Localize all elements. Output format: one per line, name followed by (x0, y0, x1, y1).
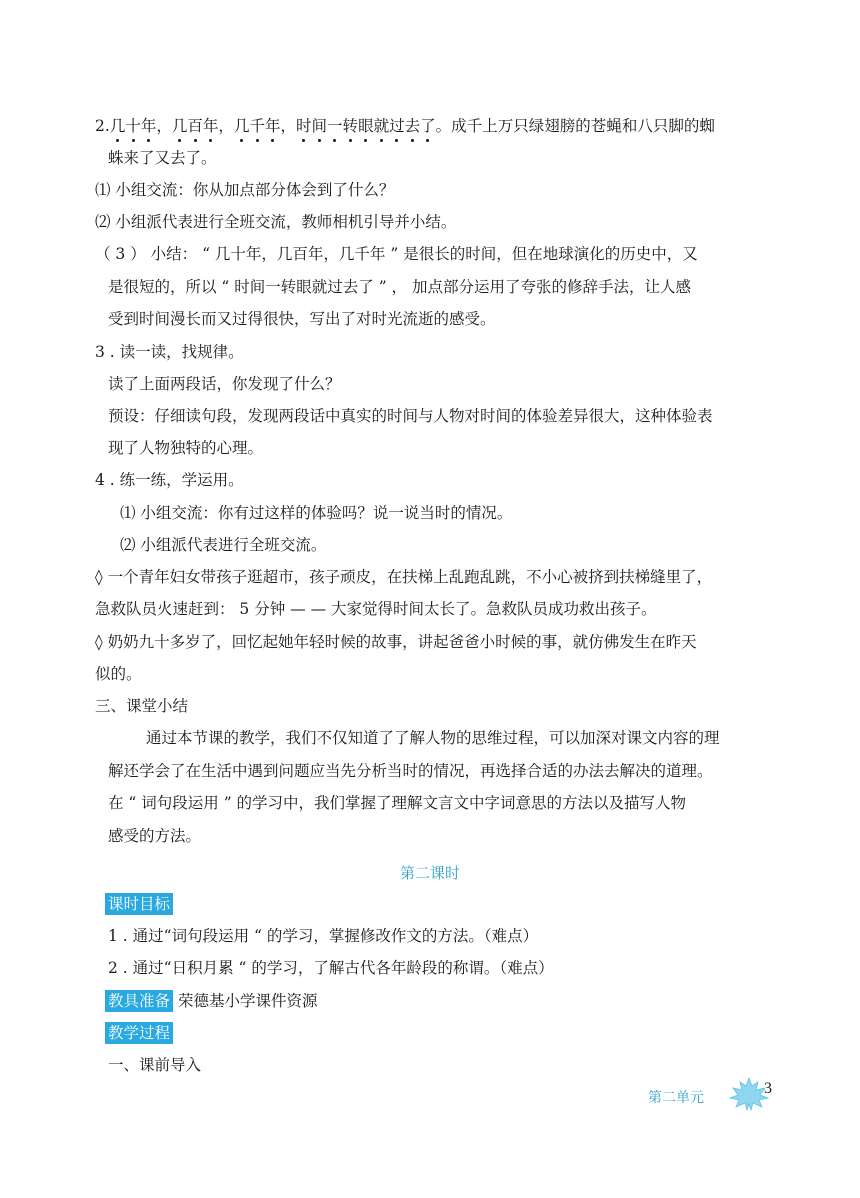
process-tag: 教学过程 (105, 1022, 173, 1044)
paragraph-line: 预设：仔细读句段，发现两段话中真实的时间与人物对时间的体验差异很大，这种体验表 (108, 407, 713, 425)
paragraph-line: 现了人物独特的心理。 (108, 439, 264, 457)
page-number: 3 (764, 1080, 772, 1097)
example-line: 似的。 (95, 665, 142, 683)
emphasis-char: 百 (187, 117, 203, 135)
example-line: ◊ 奶奶九十多岁了，回忆起她年轻时候的故事，讲起爸爸小时候的事，就仿佛发生在昨天 (95, 633, 697, 651)
emphasis-char: 去 (404, 117, 421, 135)
emphasis-char: 就 (373, 117, 390, 135)
emphasis-char: 十 (125, 117, 141, 135)
emphasis-char: 眼 (358, 117, 374, 135)
summary-line: 通过本节课的教学，我们不仅知道了了解人物的思维过程，可以加深对课文内容的理 (146, 729, 720, 747)
emphasis-char: 年 (202, 117, 219, 135)
tools-tag: 教具准备 (105, 990, 173, 1012)
summary-line: 在 “ 词句段运用 ” 的学习中，我们掌握了理解文言文中字词意思的方法以及描写人物 (108, 794, 687, 812)
emphasis-char: 一 (327, 117, 343, 135)
emphasis-char: 几 (233, 117, 250, 135)
goal-item: 1 . 通过“词句段运用 “ 的学习，掌握修改作文的方法。（难点） (108, 927, 539, 945)
section-heading: 三、课堂小结 (95, 697, 189, 715)
goal-item: 2 . 通过“日积月累 “ 的学习，了解古代各年龄段的称谓。（难点） (108, 959, 554, 977)
paragraph-line: 2.几十年，几百年，几千年，时间一转眼就过去了。成千上万只绿翅膀的苍蝇和八只脚的蜘 (95, 117, 715, 135)
goals-tag: 课时目标 (105, 893, 173, 915)
summary-line: 感受的方法。 (108, 827, 202, 845)
list-item: ⑴ 小组交流：你有过这样的体验吗？说一说当时的情况。 (120, 504, 513, 522)
emphasis-char: 几 (109, 117, 126, 135)
step-heading: 4 . 练一练，学运用。 (95, 471, 244, 489)
lesson-title: 第二课时 (399, 864, 460, 882)
example-line: ◊ 一个青年妇女带孩子逛超市，孩子顽皮，在扶梯上乱跑乱跳，不小心被挤到扶梯缝里了， (95, 568, 713, 586)
footer-unit: 第二单元 (648, 1090, 704, 1106)
emphasis-char: 间 (311, 117, 328, 135)
paragraph-line: 读了上面两段话，你发现了什么？ (108, 375, 341, 393)
emphasis-char: 转 (342, 117, 359, 135)
paragraph-line: 受到时间漫长而又过得很快，写出了对时光流逝的感受。 (108, 310, 496, 328)
intro-heading: 一、课前导入 (108, 1056, 202, 1074)
example-line: 急救队员火速赶到： 5 分钟 — — 大家觉得时间太长了。急救队员成功救出孩子。 (95, 600, 657, 618)
list-item: ⑵ 小组派代表进行全班交流。 (120, 536, 327, 554)
paragraph-line: 是很短的，所以 “ 时间一转眼就过去了 ” ， 加点部分运用了夸张的修辞手法，让人感 (108, 278, 691, 296)
paragraph-line: 蛛来了又去了。 (108, 149, 217, 167)
step-heading: 3 . 读一读，找规律。 (95, 343, 244, 361)
tools-text: 荣德基小学课件资源 (178, 992, 318, 1010)
paragraph-line: （ 3 ） 小结： “ 几十年，几百年，几千年 ” 是很长的时间，但在地球演化的历史中，又 (95, 245, 698, 263)
list-item: ⑴ 小组交流：你从加点部分体会到了什么？ (95, 181, 395, 199)
emphasis-char: 了 (420, 117, 436, 135)
emphasis-char: 过 (389, 117, 405, 135)
emphasis-char: 年 (140, 117, 157, 135)
emphasis-char: 年 (264, 117, 281, 135)
emphasis-char: 千 (249, 117, 265, 135)
list-item: ⑵ 小组派代表进行全班交流，教师相机引导并小结。 (95, 213, 457, 231)
emphasis-char: 时 (296, 117, 312, 135)
emphasis-char: 几 (171, 117, 188, 135)
summary-line: 解还学会了在生活中遇到问题应当先分析当时的情况，再选择合适的办法去解决的道理。 (108, 762, 713, 780)
